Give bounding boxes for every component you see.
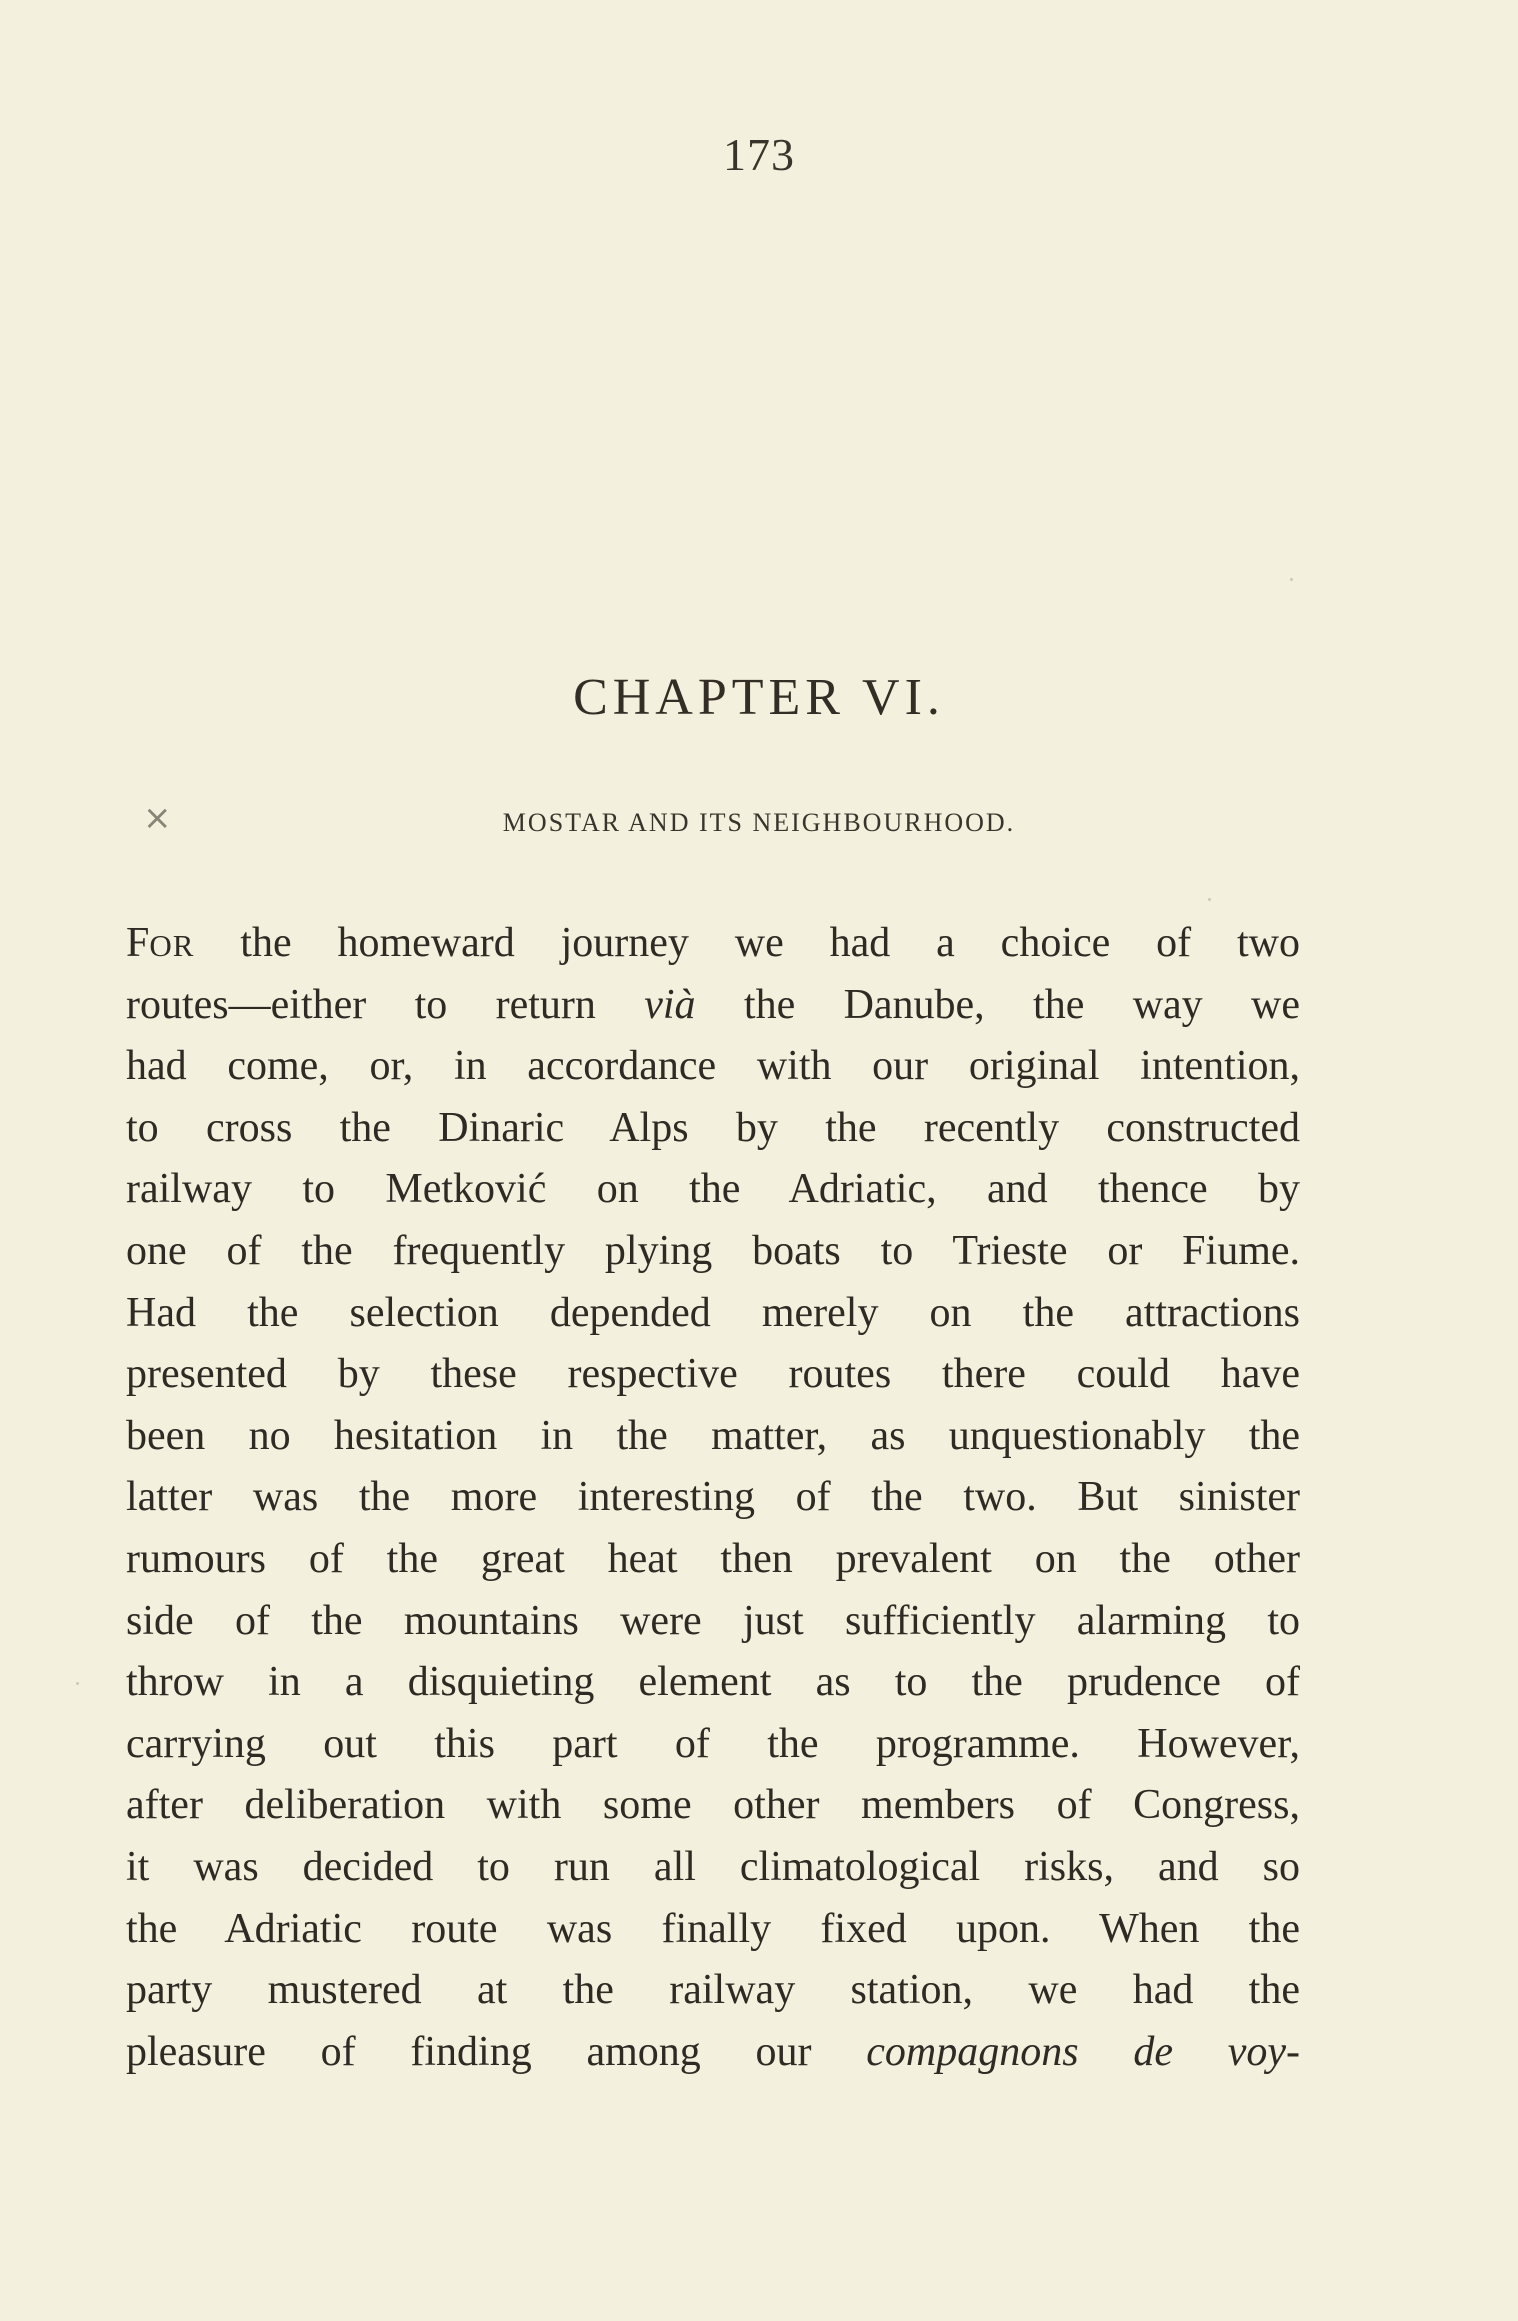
text-line: the Adriatic route was finally fixed upon. When the xyxy=(126,1905,1300,1952)
text-line: after deliberation with some other members of Congress, xyxy=(126,1782,1300,1829)
text-line: one of the frequently plying boats to Trieste or Fiume. xyxy=(126,1227,1300,1274)
text-line: it was decided to run all climatological risks, and so xyxy=(126,1843,1300,1890)
page-number: 173 xyxy=(723,129,795,180)
text-line: Had the selection depended merely on the attractions xyxy=(126,1289,1300,1336)
text-line: side of the mountains were just sufficiently alarming to xyxy=(126,1597,1300,1644)
paper-speck xyxy=(76,1682,79,1685)
paper-speck xyxy=(1290,578,1293,581)
text-line: carrying out this part of the programme. However, xyxy=(126,1720,1300,1767)
body-text xyxy=(126,913,1300,2083)
line-text: the Danube, the way we xyxy=(695,981,1300,1028)
text-line: had come, or, in accordance with our original intention, xyxy=(126,1043,1300,1090)
line-text: the homeward journey we had a choice of two xyxy=(194,920,1300,966)
text-line xyxy=(126,2022,1300,2084)
italic-text: vià xyxy=(644,981,696,1028)
text-line: party mustered at the railway station, we had the xyxy=(126,1967,1300,2014)
chapter-title: CHAPTER VI. xyxy=(573,669,945,726)
text-line: presented by these respective routes there could have xyxy=(126,1351,1300,1398)
line-text: pleasure of finding among our xyxy=(126,2028,867,2075)
text-line: been no hesitation in the matter, as unquestionably the xyxy=(126,1412,1300,1459)
text-line: throw in a disquieting element as to the prudence of xyxy=(126,1659,1300,1706)
text-line: latter was the more interesting of the two. But sinister xyxy=(126,1474,1300,1521)
chapter-subtitle: MOSTAR AND ITS NEIGHBOURHOOD. xyxy=(502,808,1016,837)
margin-pencil-mark: × xyxy=(143,798,172,838)
paper-speck xyxy=(1208,898,1211,901)
text-line: railway to Metković on the Adriatic, and thence by xyxy=(126,1166,1300,1213)
opening-capital: F xyxy=(126,920,150,966)
line-text: routes—either to return xyxy=(126,981,645,1028)
text-line: rumours of the great heat then prevalent on the other xyxy=(126,1535,1300,1582)
text-line xyxy=(126,913,1300,975)
text-line xyxy=(126,975,1300,1037)
italic-text: compagnons de voy- xyxy=(866,2028,1300,2075)
text-line: to cross the Dinaric Alps by the recently constructed xyxy=(126,1104,1300,1151)
opening-small-caps: OR xyxy=(149,928,195,963)
